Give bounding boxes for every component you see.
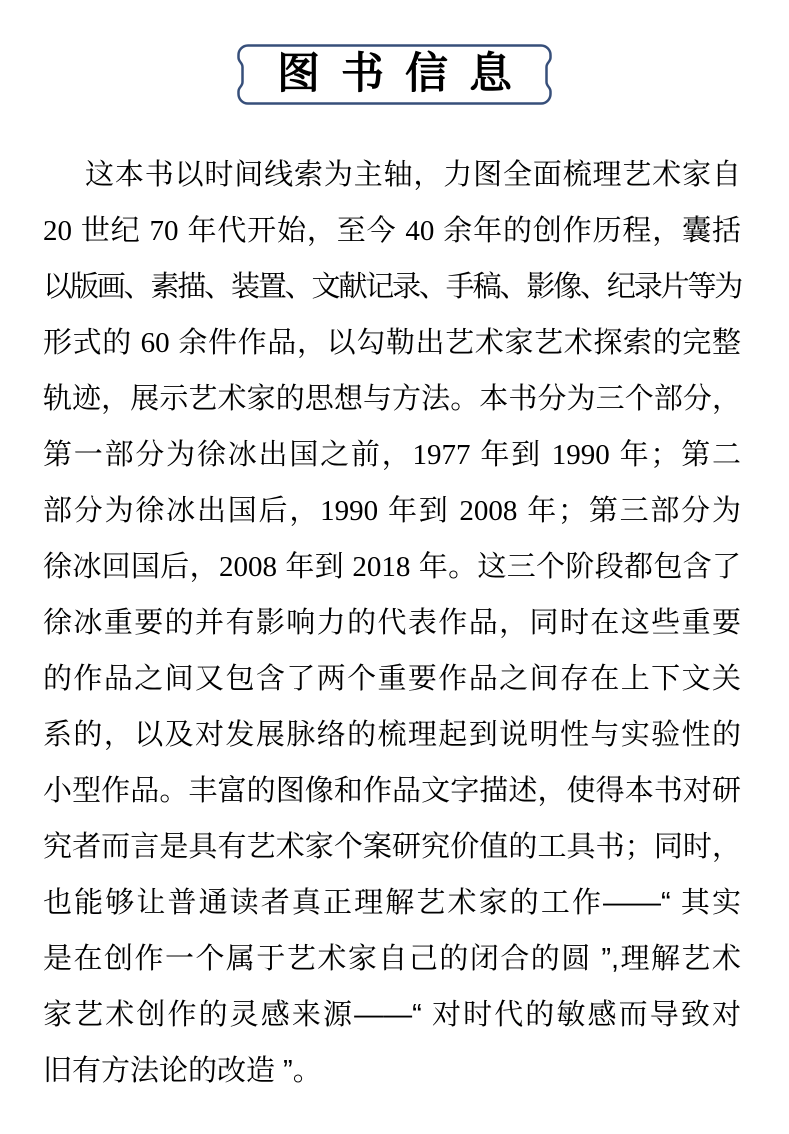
text-line: 这本书以时间线索为主轴，力图全面梳理艺术家自 (85, 159, 741, 191)
text-line: 也能够让普通读者真正理解艺术家的工作——“ 其实 (43, 887, 741, 919)
text-line: 第一部分为徐冰出国之前，1977 年到 1990 年；第二 (43, 439, 741, 471)
book-description (43, 147, 741, 1099)
text-line: 旧有方法论的改造 ”。 (43, 1055, 322, 1087)
text-line: 20 世纪 70 年代开始，至今 40 余年的创作历程，囊括 (43, 215, 741, 247)
text-line: 小型作品。丰富的图像和作品文字描述，使得本书对研 (43, 775, 741, 807)
text-line: 系的，以及对发展脉络的梳理起到说明性与实验性的 (43, 719, 741, 751)
text-line: 家艺术创作的灵感来源——“ 对时代的敏感而导致对 (43, 999, 741, 1031)
text-line: 究者而言是具有艺术家个案研究价值的工具书；同时， (43, 831, 741, 863)
text-line: 的作品之间又包含了两个重要作品之间存在上下文关 (43, 663, 741, 695)
text-line: 以版画、素描、装置、文献记录、手稿、影像、纪录片等为 (43, 271, 741, 303)
text-line: 部分为徐冰出国后，1990 年到 2008 年；第三部分为 (43, 495, 741, 527)
text-line: 徐冰回国后，2008 年到 2018 年。这三个阶段都包含了 (43, 551, 741, 583)
title-frame (237, 44, 552, 105)
text-line: 轨迹，展示艺术家的思想与方法。本书分为三个部分， (43, 383, 741, 415)
page-title: 图书信息 (277, 51, 533, 98)
text-line: 是在创作一个属于艺术家自己的闭合的圆 ”,理解艺术 (43, 943, 741, 975)
text-line: 形式的 60 余件作品，以勾勒出艺术家艺术探索的完整 (43, 327, 742, 359)
text-line: 徐冰重要的并有影响力的代表作品，同时在这些重要 (43, 607, 741, 639)
